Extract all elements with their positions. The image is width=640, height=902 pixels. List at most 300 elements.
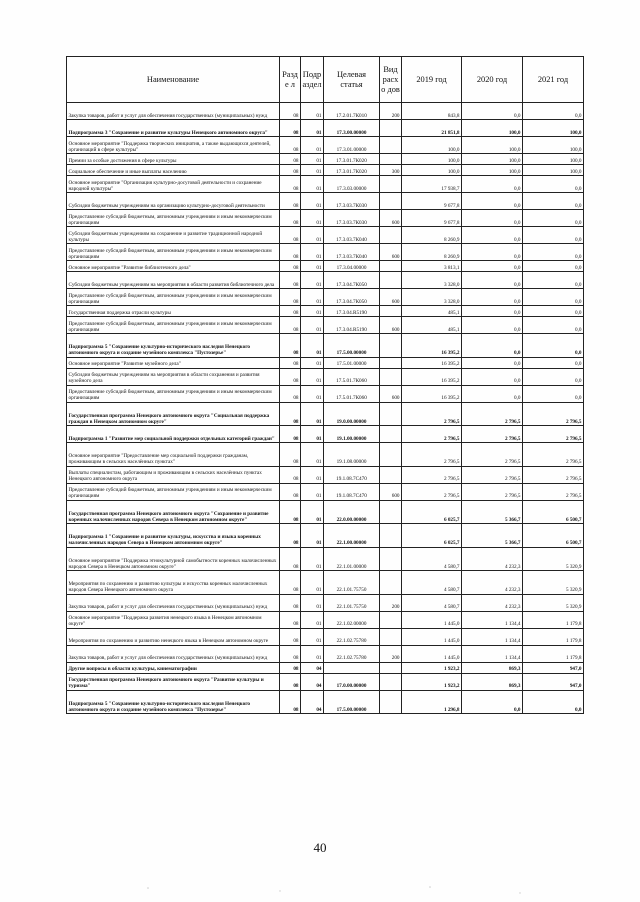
table-row bbox=[67, 154, 584, 165]
row-value-2019-cell: 100,0 bbox=[402, 137, 462, 154]
table-header bbox=[67, 57, 584, 103]
row-section-cell: 08 bbox=[280, 594, 301, 611]
row-subsection-cell: 01 bbox=[301, 628, 324, 645]
row-name-cell: Подпрограмма 3 "Сохранение и развитие культуры Ненецкого автономного округа" bbox=[67, 120, 280, 137]
row-section-cell: 08 bbox=[280, 483, 301, 500]
row-section-cell: 08 bbox=[280, 120, 301, 137]
row-value-2020-cell: 4 232,3 bbox=[462, 594, 523, 611]
row-subsection-cell: 01 bbox=[301, 357, 324, 368]
row-value-2020-cell: 1 134,4 bbox=[462, 611, 523, 628]
row-section-cell: 08 bbox=[280, 317, 301, 334]
row-name-cell: Основное мероприятие "Поддержка развития ненецкого языка в Ненецком автономном округе" bbox=[67, 611, 280, 628]
row-subsection-cell: 04 bbox=[301, 662, 324, 673]
row-target-code-cell: 17.3.03.7К030 bbox=[324, 193, 380, 210]
row-expense-type-cell bbox=[380, 690, 402, 714]
row-value-2019-cell: 6 025,7 bbox=[402, 500, 462, 524]
row-subsection-cell: 01 bbox=[301, 289, 324, 306]
row-section-cell: 08 bbox=[280, 357, 301, 368]
table-row bbox=[67, 103, 584, 120]
row-name-cell: Закупка товаров, работ и услуг для обеспечения государственных (муниципальных) нужд bbox=[67, 645, 280, 662]
table-row bbox=[67, 289, 584, 306]
row-target-code-cell: 22.1.01.75750 bbox=[324, 571, 380, 595]
row-value-2020-cell: 0,0 bbox=[462, 306, 523, 317]
row-value-2020-cell: 1 134,4 bbox=[462, 628, 523, 645]
row-value-2019-cell: 16 395,2 bbox=[402, 368, 462, 385]
row-value-2020-cell: 0,0 bbox=[462, 227, 523, 244]
row-section-cell: 08 bbox=[280, 524, 301, 548]
row-name-cell: Государственная программа Ненецкого автономного округа "Социальная поддержка граждан в Ненецком автономном округе" bbox=[67, 402, 280, 426]
table-row bbox=[67, 137, 584, 154]
table-row bbox=[67, 193, 584, 210]
row-value-2019-cell: 17 938,7 bbox=[402, 176, 462, 193]
row-expense-type-cell bbox=[380, 547, 402, 571]
row-value-2019-cell: 1 296,8 bbox=[402, 690, 462, 714]
row-value-2021-cell: 1 179,8 bbox=[523, 628, 584, 645]
row-subsection-cell: 01 bbox=[301, 385, 324, 402]
row-target-code-cell: 19.1.08.7С470 bbox=[324, 466, 380, 483]
row-target-code-cell: 17.5.01.00000 bbox=[324, 357, 380, 368]
row-value-2020-cell: 100,0 bbox=[462, 137, 523, 154]
row-value-2019-cell: 16 395,2 bbox=[402, 357, 462, 368]
row-value-2020-cell: 0,0 bbox=[462, 289, 523, 306]
row-value-2021-cell: 5 320,9 bbox=[523, 594, 584, 611]
row-section-cell: 08 bbox=[280, 272, 301, 289]
row-target-code-cell: 22.1.01.75750 bbox=[324, 594, 380, 611]
col-header-subsection: Подр аздел bbox=[301, 57, 324, 103]
table-row bbox=[67, 357, 584, 368]
row-value-2021-cell: 2 796,5 bbox=[523, 443, 584, 467]
row-value-2021-cell: 0,0 bbox=[523, 103, 584, 120]
row-subsection-cell: 01 bbox=[301, 594, 324, 611]
col-header-target-code: Целевая статья bbox=[324, 57, 380, 103]
row-subsection-cell: 01 bbox=[301, 103, 324, 120]
row-target-code-cell: 17.3.00.00000 bbox=[324, 120, 380, 137]
row-value-2020-cell: 0,0 bbox=[462, 334, 523, 358]
row-expense-type-cell bbox=[380, 120, 402, 137]
row-target-code-cell: 17.0.00.00000 bbox=[324, 673, 380, 690]
row-value-2020-cell: 4 232,3 bbox=[462, 547, 523, 571]
row-expense-type-cell bbox=[380, 466, 402, 483]
row-expense-type-cell bbox=[380, 193, 402, 210]
row-section-cell: 08 bbox=[280, 547, 301, 571]
row-value-2020-cell: 0,0 bbox=[462, 272, 523, 289]
row-subsection-cell: 01 bbox=[301, 261, 324, 272]
row-subsection-cell: 01 bbox=[301, 154, 324, 165]
row-section-cell: 08 bbox=[280, 165, 301, 176]
row-value-2019-cell: 1 445,0 bbox=[402, 611, 462, 628]
col-header-section: Разде л bbox=[280, 57, 301, 103]
row-value-2021-cell: 100,0 bbox=[523, 154, 584, 165]
row-value-2019-cell: 21 851,8 bbox=[402, 120, 462, 137]
row-value-2019-cell: 485,1 bbox=[402, 306, 462, 317]
row-name-cell: Выплаты специалистам, работающим и проживающим в сельских населённых пунктах Ненецкого автономного округа bbox=[67, 466, 280, 483]
row-value-2021-cell: 5 320,9 bbox=[523, 547, 584, 571]
row-value-2020-cell: 0,0 bbox=[462, 261, 523, 272]
row-name-cell: Другие вопросы в области культуры, кинематографии bbox=[67, 662, 280, 673]
row-section-cell: 08 bbox=[280, 385, 301, 402]
row-value-2021-cell: 0,0 bbox=[523, 176, 584, 193]
row-value-2019-cell: 8 260,9 bbox=[402, 227, 462, 244]
row-value-2021-cell: 0,0 bbox=[523, 317, 584, 334]
row-section-cell: 08 bbox=[280, 611, 301, 628]
row-subsection-cell: 01 bbox=[301, 402, 324, 426]
row-value-2021-cell: 100,0 bbox=[523, 165, 584, 176]
row-subsection-cell: 01 bbox=[301, 176, 324, 193]
table-row bbox=[67, 500, 584, 524]
row-value-2019-cell: 2 796,5 bbox=[402, 402, 462, 426]
table-row bbox=[67, 426, 584, 443]
row-section-cell: 08 bbox=[280, 571, 301, 595]
row-section-cell: 08 bbox=[280, 154, 301, 165]
row-expense-type-cell: 600 bbox=[380, 244, 402, 261]
row-value-2021-cell: 2 796,5 bbox=[523, 402, 584, 426]
row-value-2021-cell: 2 796,5 bbox=[523, 483, 584, 500]
col-header-2020: 2020 год bbox=[462, 57, 523, 103]
row-value-2020-cell: 0,0 bbox=[462, 244, 523, 261]
row-section-cell: 08 bbox=[280, 244, 301, 261]
row-target-code-cell: 22.1.02.75780 bbox=[324, 628, 380, 645]
table-row bbox=[67, 524, 584, 548]
row-name-cell: Предоставление субсидий бюджетным, автономным учреждениям и иным некоммерческим организациям bbox=[67, 210, 280, 227]
row-value-2020-cell: 2 796,5 bbox=[462, 402, 523, 426]
row-expense-type-cell: 600 bbox=[380, 317, 402, 334]
row-name-cell: Основное мероприятие "Развитие библиотечного дела" bbox=[67, 261, 280, 272]
row-value-2020-cell: 0,0 bbox=[462, 368, 523, 385]
row-expense-type-cell bbox=[380, 272, 402, 289]
row-expense-type-cell bbox=[380, 357, 402, 368]
row-value-2019-cell: 1 923,2 bbox=[402, 673, 462, 690]
row-expense-type-cell bbox=[380, 402, 402, 426]
table-row bbox=[67, 443, 584, 467]
row-subsection-cell: 01 bbox=[301, 244, 324, 261]
table-body bbox=[67, 103, 584, 714]
row-name-cell: Закупка товаров, работ и услуг для обеспечения государственных (муниципальных) нужд bbox=[67, 103, 280, 120]
page-number: 40 bbox=[313, 840, 327, 855]
row-target-code-cell: 19.1.00.00000 bbox=[324, 426, 380, 443]
row-expense-type-cell: 200 bbox=[380, 645, 402, 662]
row-name-cell: Субсидии бюджетным учреждениям на мероприятия в области сохранения и развития музейного дела bbox=[67, 368, 280, 385]
row-name-cell: Предоставление субсидий бюджетным, автономным учреждениям и иным некоммерческим организациям bbox=[67, 483, 280, 500]
row-value-2019-cell: 2 796,5 bbox=[402, 483, 462, 500]
row-value-2021-cell: 0,0 bbox=[523, 244, 584, 261]
row-target-code-cell: 22.0.00.00000 bbox=[324, 500, 380, 524]
col-header-2019: 2019 год bbox=[402, 57, 462, 103]
row-expense-type-cell: 600 bbox=[380, 289, 402, 306]
row-expense-type-cell bbox=[380, 500, 402, 524]
row-target-code-cell: 19.0.00.00000 bbox=[324, 402, 380, 426]
row-subsection-cell: 01 bbox=[301, 137, 324, 154]
table-row bbox=[67, 645, 584, 662]
table-row bbox=[67, 547, 584, 571]
col-header-expense-type: Вид расхо дов bbox=[380, 57, 402, 103]
row-value-2020-cell: 2 796,5 bbox=[462, 443, 523, 467]
row-name-cell: Государственная программа Ненецкого автономного округа "Развитие культуры и туризма" bbox=[67, 673, 280, 690]
row-section-cell: 08 bbox=[280, 261, 301, 272]
table-row bbox=[67, 594, 584, 611]
row-subsection-cell: 01 bbox=[301, 368, 324, 385]
row-name-cell: Субсидии бюджетным учреждениям на мероприятия в области развития библиотечного дела bbox=[67, 272, 280, 289]
row-target-code-cell: 17.3.01.7К020 bbox=[324, 154, 380, 165]
row-section-cell: 08 bbox=[280, 690, 301, 714]
row-target-code-cell: 17.2.01.7К010 bbox=[324, 103, 380, 120]
row-value-2020-cell: 0,0 bbox=[462, 103, 523, 120]
row-name-cell: Мероприятия по сохранению и развитию культуры и искусства коренных малочисленных народов Севера Ненецкого автономного округа bbox=[67, 571, 280, 595]
row-value-2019-cell: 3 328,0 bbox=[402, 272, 462, 289]
row-value-2020-cell: 2 796,5 bbox=[462, 483, 523, 500]
row-target-code-cell: 17.5.01.7К060 bbox=[324, 385, 380, 402]
row-value-2019-cell: 3 328,0 bbox=[402, 289, 462, 306]
row-value-2021-cell: 2 796,5 bbox=[523, 426, 584, 443]
scan-noise bbox=[0, 860, 640, 900]
row-target-code-cell: 17.3.04.R5190 bbox=[324, 306, 380, 317]
row-expense-type-cell: 600 bbox=[380, 210, 402, 227]
row-subsection-cell: 01 bbox=[301, 306, 324, 317]
table-row bbox=[67, 244, 584, 261]
row-subsection-cell: 01 bbox=[301, 317, 324, 334]
row-value-2020-cell: 2 796,5 bbox=[462, 466, 523, 483]
row-value-2020-cell: 100,0 bbox=[462, 165, 523, 176]
row-section-cell: 08 bbox=[280, 443, 301, 467]
row-name-cell: Субсидии бюджетным учреждениям на организацию культурно-досуговой деятельности bbox=[67, 193, 280, 210]
row-value-2019-cell: 4 580,7 bbox=[402, 571, 462, 595]
row-name-cell: Государственная программа Ненецкого автономного округа "Сохранение и развитие коренных малочисленных народов Севера в Ненецком автономном округе" bbox=[67, 500, 280, 524]
row-value-2021-cell: 100,0 bbox=[523, 120, 584, 137]
table-row bbox=[67, 176, 584, 193]
row-section-cell: 08 bbox=[280, 368, 301, 385]
row-name-cell: Мероприятия по сохранению и развитию ненецкого языка в Ненецком автономном округе bbox=[67, 628, 280, 645]
row-subsection-cell: 01 bbox=[301, 193, 324, 210]
row-subsection-cell: 01 bbox=[301, 611, 324, 628]
row-expense-type-cell bbox=[380, 662, 402, 673]
row-name-cell: Предоставление субсидий бюджетным, автономным учреждениям и иным некоммерческим организациям bbox=[67, 289, 280, 306]
row-subsection-cell: 01 bbox=[301, 120, 324, 137]
row-name-cell: Подпрограмма 5 "Сохранение культурно-исторического наследия Ненецкого автономного округа и создание музейного комплекса "Пустозерье" bbox=[67, 690, 280, 714]
row-subsection-cell: 01 bbox=[301, 227, 324, 244]
table-row bbox=[67, 368, 584, 385]
row-value-2021-cell: 0,0 bbox=[523, 306, 584, 317]
row-value-2019-cell: 9 677,8 bbox=[402, 210, 462, 227]
row-value-2020-cell: 1 134,4 bbox=[462, 645, 523, 662]
row-value-2019-cell: 2 796,5 bbox=[402, 443, 462, 467]
row-value-2021-cell: 0,0 bbox=[523, 193, 584, 210]
row-section-cell: 08 bbox=[280, 334, 301, 358]
row-target-code-cell: 22.1.02.00000 bbox=[324, 611, 380, 628]
row-target-code-cell: 19.1.08.00000 bbox=[324, 443, 380, 467]
row-expense-type-cell bbox=[380, 524, 402, 548]
row-section-cell: 08 bbox=[280, 306, 301, 317]
row-value-2020-cell: 869,3 bbox=[462, 662, 523, 673]
row-value-2021-cell: 0,0 bbox=[523, 227, 584, 244]
row-subsection-cell: 01 bbox=[301, 547, 324, 571]
row-value-2020-cell: 2 796,5 bbox=[462, 426, 523, 443]
col-header-name: Наименование bbox=[67, 57, 280, 103]
table-row bbox=[67, 165, 584, 176]
row-value-2020-cell: 0,0 bbox=[462, 690, 523, 714]
row-expense-type-cell bbox=[380, 443, 402, 467]
row-subsection-cell: 01 bbox=[301, 426, 324, 443]
row-subsection-cell: 01 bbox=[301, 334, 324, 358]
row-value-2020-cell: 100,0 bbox=[462, 120, 523, 137]
row-section-cell: 08 bbox=[280, 645, 301, 662]
row-subsection-cell: 01 bbox=[301, 645, 324, 662]
table-row bbox=[67, 385, 584, 402]
row-target-code-cell: 17.3.04.R5190 bbox=[324, 317, 380, 334]
row-section-cell: 08 bbox=[280, 426, 301, 443]
row-value-2020-cell: 0,0 bbox=[462, 357, 523, 368]
row-value-2019-cell: 2 796,5 bbox=[402, 426, 462, 443]
table-row bbox=[67, 483, 584, 500]
table-row bbox=[67, 272, 584, 289]
row-target-code-cell: 22.1.02.75780 bbox=[324, 645, 380, 662]
row-name-cell: Предоставление субсидий бюджетным, автономным учреждениям и иным некоммерческим организациям bbox=[67, 385, 280, 402]
row-target-code-cell: 17.3.01.7К020 bbox=[324, 165, 380, 176]
row-name-cell: Основное мероприятие "Поддержка этнокультурной самобытности коренных малочисленных народов Севера в Ненецком автономном округе" bbox=[67, 547, 280, 571]
row-subsection-cell: 01 bbox=[301, 500, 324, 524]
row-value-2021-cell: 0,0 bbox=[523, 261, 584, 272]
row-target-code-cell: 17.3.04.00000 bbox=[324, 261, 380, 272]
row-name-cell: Подпрограмма 1 "Сохранение и развитие культуры, искусства и языка коренных малочисленных народов Севера в Ненецком автономном округе" bbox=[67, 524, 280, 548]
row-subsection-cell: 01 bbox=[301, 210, 324, 227]
row-value-2021-cell: 0,0 bbox=[523, 368, 584, 385]
row-section-cell: 08 bbox=[280, 500, 301, 524]
row-value-2021-cell: 1 179,8 bbox=[523, 611, 584, 628]
table-row bbox=[67, 306, 584, 317]
row-value-2020-cell: 0,0 bbox=[462, 210, 523, 227]
row-section-cell: 08 bbox=[280, 227, 301, 244]
row-value-2019-cell: 100,0 bbox=[402, 154, 462, 165]
row-name-cell: Подпрограмма 1 "Развитие мер социальной поддержки отдельных категорий граждан" bbox=[67, 426, 280, 443]
row-value-2020-cell: 869,3 bbox=[462, 673, 523, 690]
row-subsection-cell: 01 bbox=[301, 483, 324, 500]
row-value-2019-cell: 100,0 bbox=[402, 165, 462, 176]
row-value-2020-cell: 4 232,3 bbox=[462, 571, 523, 595]
row-section-cell: 08 bbox=[280, 289, 301, 306]
row-value-2019-cell: 2 796,5 bbox=[402, 466, 462, 483]
row-section-cell: 08 bbox=[280, 137, 301, 154]
row-value-2020-cell: 5 366,7 bbox=[462, 500, 523, 524]
table-row bbox=[67, 466, 584, 483]
row-expense-type-cell bbox=[380, 154, 402, 165]
row-value-2021-cell: 947,0 bbox=[523, 662, 584, 673]
row-name-cell: Государственная поддержка отрасли культуры bbox=[67, 306, 280, 317]
table-row bbox=[67, 402, 584, 426]
row-value-2020-cell: 0,0 bbox=[462, 176, 523, 193]
row-target-code-cell: 17.3.03.7К030 bbox=[324, 210, 380, 227]
row-target-code-cell: 17.5.00.00000 bbox=[324, 690, 380, 714]
budget-table bbox=[66, 56, 584, 714]
row-value-2021-cell: 6 500,7 bbox=[523, 500, 584, 524]
row-name-cell: Субсидии бюджетным учреждениям на сохранение и развитие традиционной народной культуры bbox=[67, 227, 280, 244]
row-target-code-cell: 17.3.04.7К050 bbox=[324, 289, 380, 306]
row-name-cell: Основное мероприятие "Поддержка творческих инициатив, а также выдающихся деятелей, организаций в сфере культуры" bbox=[67, 137, 280, 154]
row-subsection-cell: 01 bbox=[301, 466, 324, 483]
row-name-cell: Основное мероприятие "Предоставление мер социальной поддержки гражданам, проживающим в сельских населённых пунктах" bbox=[67, 443, 280, 467]
row-value-2019-cell: 4 580,7 bbox=[402, 547, 462, 571]
row-value-2019-cell: 1 445,0 bbox=[402, 628, 462, 645]
row-value-2021-cell: 6 500,7 bbox=[523, 524, 584, 548]
row-value-2019-cell: 16 395,2 bbox=[402, 385, 462, 402]
row-name-cell: Предоставление субсидий бюджетным, автономным учреждениям и иным некоммерческим организациям bbox=[67, 317, 280, 334]
table-row bbox=[67, 673, 584, 690]
row-expense-type-cell: 600 bbox=[380, 483, 402, 500]
row-target-code-cell: 19.1.08.7С470 bbox=[324, 483, 380, 500]
row-section-cell: 08 bbox=[280, 402, 301, 426]
row-section-cell: 08 bbox=[280, 103, 301, 120]
row-expense-type-cell bbox=[380, 571, 402, 595]
row-value-2021-cell: 0,0 bbox=[523, 385, 584, 402]
row-subsection-cell: 01 bbox=[301, 443, 324, 467]
table-row bbox=[67, 120, 584, 137]
row-name-cell: Основное мероприятие "Организация культурно-досуговой деятельности и сохранение народной культуры" bbox=[67, 176, 280, 193]
table-row bbox=[67, 317, 584, 334]
table-row bbox=[67, 628, 584, 645]
row-value-2019-cell: 16 395,2 bbox=[402, 334, 462, 358]
row-expense-type-cell: 200 bbox=[380, 594, 402, 611]
row-value-2019-cell: 6 025,7 bbox=[402, 524, 462, 548]
row-section-cell: 08 bbox=[280, 673, 301, 690]
row-name-cell: Премии за особые достижения в сфере культуры bbox=[67, 154, 280, 165]
row-expense-type-cell bbox=[380, 334, 402, 358]
row-expense-type-cell bbox=[380, 176, 402, 193]
row-value-2021-cell: 1 179,8 bbox=[523, 645, 584, 662]
row-value-2021-cell: 947,0 bbox=[523, 673, 584, 690]
row-value-2021-cell: 5 320,9 bbox=[523, 571, 584, 595]
row-value-2019-cell: 843,8 bbox=[402, 103, 462, 120]
row-value-2020-cell: 0,0 bbox=[462, 317, 523, 334]
row-name-cell: Основное мероприятие "Развитие музейного дела" bbox=[67, 357, 280, 368]
row-value-2019-cell: 485,1 bbox=[402, 317, 462, 334]
row-target-code-cell: 17.3.03.7К040 bbox=[324, 227, 380, 244]
row-value-2019-cell: 3 813,1 bbox=[402, 261, 462, 272]
row-expense-type-cell bbox=[380, 137, 402, 154]
row-value-2019-cell: 9 677,8 bbox=[402, 193, 462, 210]
row-subsection-cell: 04 bbox=[301, 690, 324, 714]
row-expense-type-cell bbox=[380, 628, 402, 645]
row-target-code-cell: 17.3.03.00000 bbox=[324, 176, 380, 193]
row-value-2021-cell: 0,0 bbox=[523, 357, 584, 368]
row-section-cell: 08 bbox=[280, 662, 301, 673]
row-section-cell: 08 bbox=[280, 466, 301, 483]
row-value-2019-cell: 4 580,7 bbox=[402, 594, 462, 611]
table-row bbox=[67, 210, 584, 227]
row-value-2020-cell: 100,0 bbox=[462, 154, 523, 165]
row-expense-type-cell bbox=[380, 368, 402, 385]
row-target-code-cell: 17.3.01.00000 bbox=[324, 137, 380, 154]
col-header-2021: 2021 год bbox=[523, 57, 584, 103]
row-expense-type-cell bbox=[380, 426, 402, 443]
row-target-code-cell: 17.5.01.7К060 bbox=[324, 368, 380, 385]
row-expense-type-cell: 200 bbox=[380, 103, 402, 120]
row-subsection-cell: 01 bbox=[301, 272, 324, 289]
row-value-2021-cell: 0,0 bbox=[523, 272, 584, 289]
row-expense-type-cell bbox=[380, 673, 402, 690]
row-expense-type-cell bbox=[380, 261, 402, 272]
row-value-2019-cell: 1 445,0 bbox=[402, 645, 462, 662]
row-expense-type-cell bbox=[380, 306, 402, 317]
row-target-code-cell: 22.1.00.00000 bbox=[324, 524, 380, 548]
row-subsection-cell: 01 bbox=[301, 165, 324, 176]
table-row bbox=[67, 662, 584, 673]
table-row bbox=[67, 227, 584, 244]
row-value-2020-cell: 0,0 bbox=[462, 193, 523, 210]
row-target-code-cell bbox=[324, 662, 380, 673]
table-row bbox=[67, 611, 584, 628]
table-row bbox=[67, 690, 584, 714]
row-expense-type-cell bbox=[380, 611, 402, 628]
row-name-cell: Предоставление субсидий бюджетным, автономным учреждениям и иным некоммерческим организациям bbox=[67, 244, 280, 261]
row-section-cell: 08 bbox=[280, 176, 301, 193]
row-name-cell: Закупка товаров, работ и услуг для обеспечения государственных (муниципальных) нужд bbox=[67, 594, 280, 611]
